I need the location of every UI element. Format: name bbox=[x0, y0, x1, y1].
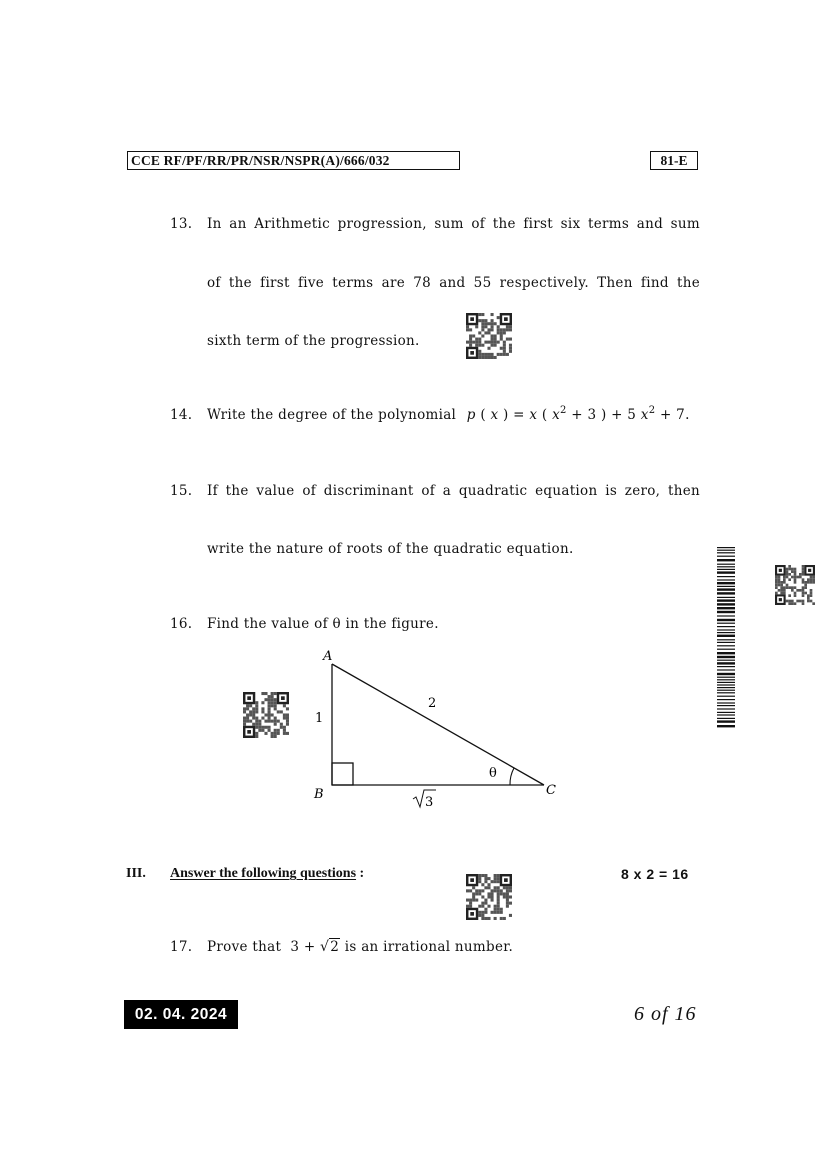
question-17-suffix: is an irrational number. bbox=[344, 939, 514, 955]
question-14-text: Write the degree of the polynomial p ( x ) = x ( $x^2 + 3$ ) + 5 $x^2 + 7$. bbox=[207, 405, 690, 423]
question-13-number: 13. bbox=[170, 216, 193, 232]
vertex-a-label: A bbox=[323, 649, 333, 664]
section-title-colon: : bbox=[359, 866, 365, 881]
question-16-number: 16. bbox=[170, 616, 193, 632]
section-title bbox=[170, 866, 364, 882]
poly-x4: x bbox=[640, 407, 649, 423]
question-16-text: Find the value of θ in the figure. bbox=[207, 616, 439, 632]
vertex-c-label: C bbox=[546, 783, 556, 798]
triangle-figure bbox=[300, 640, 570, 815]
question-13-line-3: sixth term of the progression. bbox=[207, 333, 420, 349]
paper-code: 81-E bbox=[650, 151, 698, 170]
side-ab-label: 1 bbox=[315, 711, 324, 726]
side-bc-label bbox=[413, 790, 436, 810]
question-15-line-2: write the nature of roots of the quadratic equation. bbox=[207, 541, 574, 557]
section-marks: 8 x 2 = 16 bbox=[621, 866, 689, 882]
poly-tail: + 7. bbox=[659, 407, 690, 423]
poly-exp-1: 2 bbox=[560, 405, 567, 416]
vertex-b-label: B bbox=[314, 787, 324, 802]
side-bc-radicand: 3 bbox=[425, 795, 434, 810]
question-13-line-2: of the first five terms are 78 and 55 respectively. Then find the bbox=[207, 275, 700, 291]
question-14-number: 14. bbox=[170, 407, 193, 423]
question-14-prompt: Write the degree of the polynomial bbox=[207, 407, 457, 423]
qr-code-icon bbox=[775, 565, 815, 605]
exam-date: 02. 04. 2024 bbox=[124, 1000, 238, 1029]
qr-code-icon bbox=[243, 692, 289, 738]
question-13-line-1: In an Arithmetic progression, sum of the first six terms and sum bbox=[207, 216, 700, 232]
poly-x2: x bbox=[529, 407, 538, 423]
sqrt-radicand: 2 bbox=[330, 939, 340, 955]
section-title-text: Answer the following questions bbox=[170, 866, 357, 881]
angle-label: θ bbox=[489, 766, 497, 781]
angle-arc bbox=[510, 768, 514, 785]
question-17-number: 17. bbox=[170, 939, 193, 955]
side-ac-line bbox=[332, 664, 544, 785]
poly-rhs: + 3 ) + 5 bbox=[571, 407, 637, 423]
page-number: 6 of 16 bbox=[634, 1003, 697, 1025]
section-number: III. bbox=[126, 866, 146, 881]
qr-code-icon bbox=[466, 313, 512, 359]
barcode-icon bbox=[717, 547, 735, 729]
poly-exp-2: 2 bbox=[648, 405, 656, 416]
right-angle-marker bbox=[332, 763, 353, 785]
sqrt-expression: √2 bbox=[320, 939, 340, 955]
question-17-prefix: Prove that 3 + bbox=[207, 939, 316, 955]
exam-code: CCE RF/PF/RR/PR/NSR/NSPR(A)/666/032 bbox=[127, 151, 460, 170]
question-17-text bbox=[207, 939, 513, 955]
side-ac-label: 2 bbox=[428, 696, 437, 711]
poly-p: p bbox=[466, 407, 476, 423]
question-15-line-1: If the value of discriminant of a quadratic equation is zero, then bbox=[207, 483, 700, 499]
qr-code-icon bbox=[466, 874, 512, 920]
poly-x3: x bbox=[552, 407, 560, 423]
question-15-number: 15. bbox=[170, 483, 193, 499]
poly-x1: x bbox=[490, 407, 499, 423]
